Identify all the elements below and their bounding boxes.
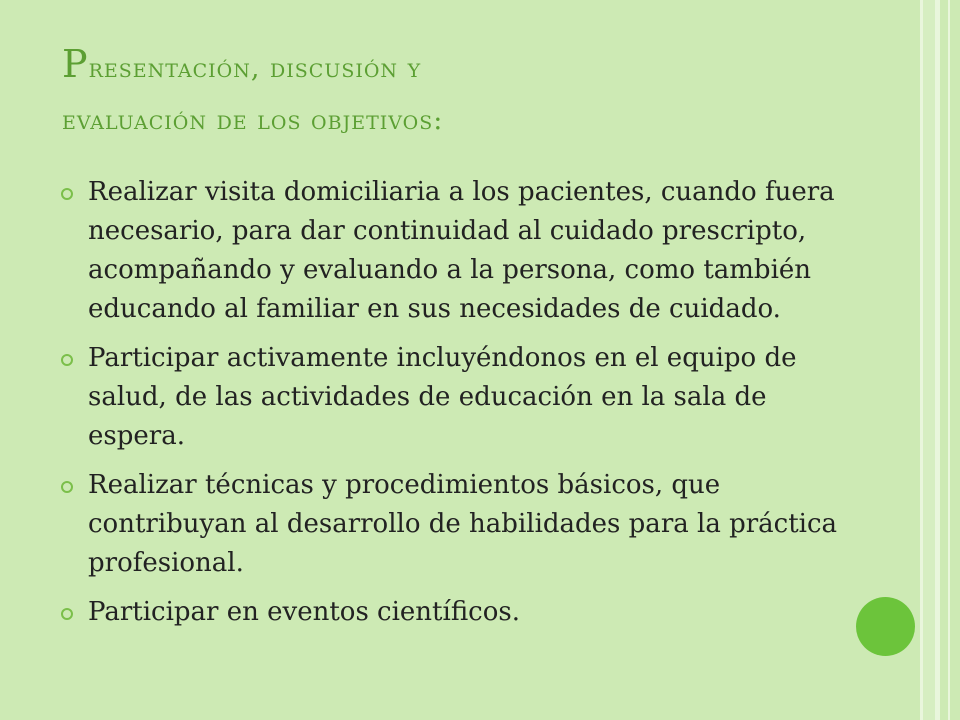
edge-stripe: [948, 0, 950, 720]
bullet-item: [60, 593, 840, 632]
title-line-1: resentación, discusión y: [88, 53, 422, 84]
hollow-circle-bullet-icon: [60, 607, 74, 621]
bullet-item: [60, 173, 840, 329]
bullet-text: Participar en eventos científicos.: [88, 597, 520, 627]
bullet-text: Realizar visita domiciliaria a los pacientes, cuando fuera necesario, para dar continuidad al cuidado prescripto, acompañando y evaluando a la persona, como también educando al familiar en sus necesidades de cuidado.: [88, 177, 835, 324]
bullet-item: [60, 466, 840, 583]
hollow-circle-bullet-icon: [60, 353, 74, 367]
title-initial: P: [62, 42, 89, 86]
title-line-2: evaluación de los objetivos:: [62, 105, 444, 136]
bullet-list: [60, 173, 840, 642]
bullet-text: Realizar técnicas y procedimientos básicos, que contribuyan al desarrollo de habilidades para la práctica profesional.: [88, 470, 838, 578]
hollow-circle-bullet-icon: [60, 187, 74, 201]
hollow-circle-bullet-icon: [60, 480, 74, 494]
bullet-item: [60, 339, 840, 456]
green-dot-icon: [856, 597, 915, 656]
slide-title: [62, 38, 882, 147]
edge-panel: [923, 0, 935, 720]
edge-stripe: [935, 0, 940, 720]
bullet-text: Participar activamente incluyéndonos en el equipo de salud, de las actividades de educación en la sala de espera.: [88, 343, 797, 451]
